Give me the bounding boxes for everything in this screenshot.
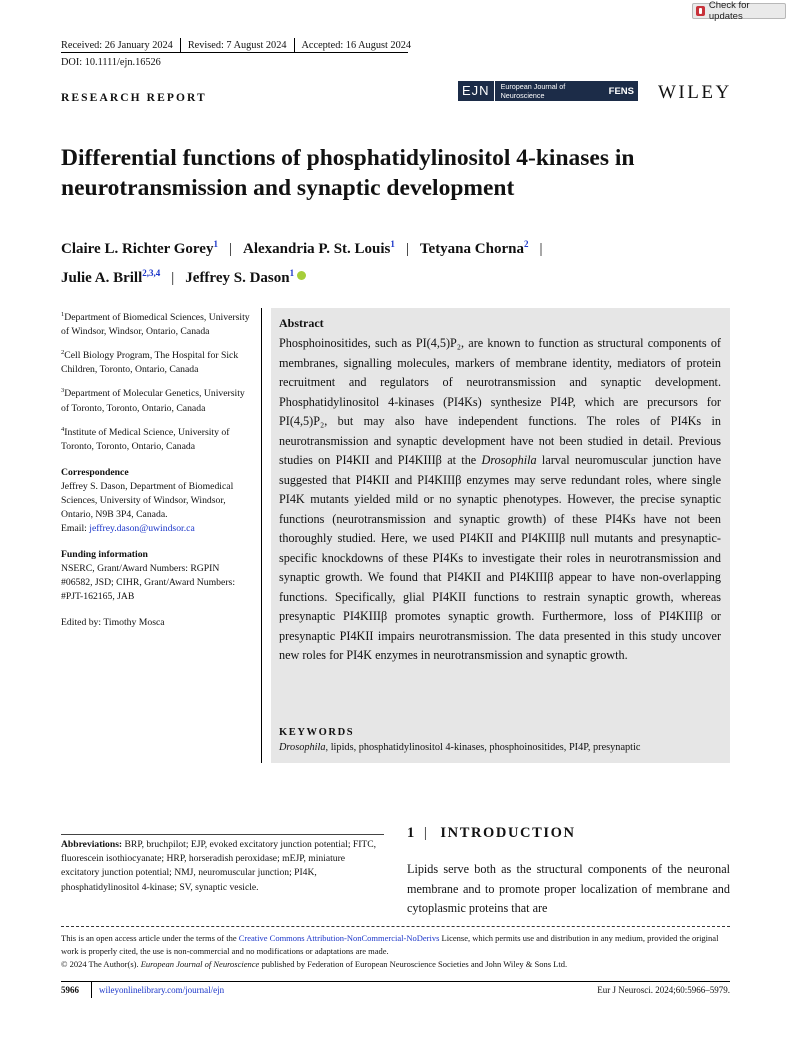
article-dates: [61, 38, 411, 53]
keywords: Drosophila, lipids, phosphatidylinositol 4-kinases, phosphoinositides, PI4P, presynaptic: [279, 742, 641, 753]
date-divider: [294, 38, 295, 53]
article-title: Differential functions of phosphatidylinositol 4-kinases in neurotransmission and synaptic development: [61, 145, 635, 201]
article-info-sidebar: [61, 308, 253, 630]
received-date: Received: 26 January 2024: [61, 40, 173, 51]
journal-url-link[interactable]: wileyonlinelibrary.com/journal/ejn: [99, 985, 225, 995]
author-divider: |: [405, 241, 409, 257]
journal-banner[interactable]: [458, 81, 638, 101]
affiliation: $^1$Department of Biomedical Sciences, University of Windsor, Windsor, Ontario, Canada: [61, 311, 250, 338]
license-link[interactable]: Creative Commons Attribution-NonCommercial-NoDerivs: [238, 933, 440, 943]
society-logo: FENS: [608, 85, 634, 97]
affiliation: $^2$Cell Biology Program, The Hospital for Sick Children, Toronto, Ontario, Canada: [61, 349, 239, 376]
correspondence-heading: Correspondence: [61, 466, 129, 478]
author-divider: |: [171, 270, 175, 286]
page-number: 5966: [61, 985, 79, 995]
author-divider: |: [228, 241, 232, 257]
orcid-icon[interactable]: [297, 271, 306, 280]
license-rule: [61, 926, 730, 927]
check-for-updates-label: Check for updates: [708, 0, 750, 22]
author[interactable]: Tetyana Chorna$^2$: [419, 239, 529, 257]
footer-rule: [61, 981, 730, 982]
author-divider: |: [539, 241, 543, 257]
accepted-date: Accepted: 16 August 2024: [301, 40, 412, 51]
author[interactable]: Julie A. Brill$^{2,3,4}$: [61, 268, 161, 286]
correspondence-text: Jeffrey S. Dason, Department of Biomedical Sciences, University of Windsor, Windsor, Ontario, N9B 3P4, Canada.: [61, 480, 234, 520]
correspondence-email: Email: jeffrey.dason@uwindsor.ca: [61, 522, 195, 534]
author[interactable]: Jeffrey S. Dason$^1$: [185, 268, 295, 286]
introduction-text: Lipids serve both as the structural components of the neuronal membrane and to promote proper localization of membrane and cytoplasmic proteins that are: [407, 862, 730, 915]
author[interactable]: Claire L. Richter Gorey$^1$: [61, 239, 218, 257]
bookmark-icon: [696, 6, 705, 16]
affiliation: $^4$Institute of Medical Science, University of Toronto, Toronto, Ontario, Canada: [61, 425, 230, 452]
abbreviations-rule: [61, 834, 384, 835]
funding-heading: Funding information: [61, 548, 148, 560]
license-notice: This is an open access article under the terms of the Creative Commons Attribution-NonCommercial-NoDerivs License, which permits use and distribution in any medium, provided the original work is properly cited, the use is non-commercial and no modifications or adaptations are made. © 2024 The Author(s). European Journal of Neuroscience published by Federation of European Neuroscience Societies and John Wiley & Sons Ltd.: [61, 933, 719, 969]
edited-by: Edited by: Timothy Mosca: [61, 616, 165, 628]
email-link[interactable]: jeffrey.dason@uwindsor.ca: [89, 522, 195, 534]
abstract-body: Phosphoinositides, such as PI(4,5)P₂, are known to function as structural components of membranes, signalling molecules, markers of membrane identity, mediators of protein recruitment and regulators of neurotransmission and synaptic development. Phosphatidylinositol 4-kinases (PI4Ks) synthesize PI4P, which are precursors for PI(4,5)P₂, but may also have independent functions. The roles of PI4Ks in neurotransmission and synaptic development have not been studied in detail. Previous studies on PI4KII and PI4KIIIβ at the Drosophila larval neuromuscular junction have suggested that PI4KII and PI4KIIIβ enzymes may serve redundant roles, where single PI4K mutants yielded mild or no synaptic phenotypes. However, the precise synaptic functions (neurotransmission and synaptic growth) of these PI4Ks have not been thoroughly studied. Here, we used PI4KII and PI4KIIIβ null mutants and presynaptic-specific knockdowns of these PI4Ks to investigate their roles in neurotransmission and synaptic growth. We found that PI4KII and PI4KIIIβ appear to have non-overlapping functions. Specifically, glial PI4KII functions to restrain synaptic growth, whereas presynaptic PI4KIIIβ promotes synaptic growth. Furthermore, loss of PI4KIIIβ or presynaptic PI4KII impairs neurotransmission. The data presented in this study uncover new roles for PI4K enzymes in neurotransmission and synaptic growth.: [279, 336, 722, 662]
publisher-logo[interactable]: WILEY: [658, 82, 732, 103]
article-type: RESEARCH REPORT: [61, 92, 207, 104]
abbreviations: Abbreviations: BRP, bruchpilot; EJP, evoked excitatory junction potential; FITC, fluorescein isothiocyanate; HRP, horseradish peroxidase; mEJP, miniature excitatory junction potential; NMJ, neuromuscular junction; PI4K, phosphatidylinositol 4-kinase; SV, synaptic vesicle.: [61, 839, 377, 893]
header-rule: [61, 52, 408, 53]
affiliation: $^3$Department of Molecular Genetics, University of Toronto, Toronto, Ontario, Canada: [61, 387, 245, 414]
journal-full-name: European Journal of Neuroscience: [500, 82, 566, 100]
journal-abbr: EJN: [458, 81, 495, 101]
check-for-updates-button[interactable]: [692, 0, 786, 22]
author-list: [61, 232, 761, 290]
revised-date: Revised: 7 August 2024: [187, 40, 287, 51]
author[interactable]: Alexandria P. St. Louis$^1$: [242, 239, 395, 257]
abstract-heading: Abstract: [279, 316, 324, 330]
funding-text: NSERC, Grant/Award Numbers: RGPIN #06582, JSD; CIHR, Grant/Award Numbers: #PJT-162165, JAB: [61, 562, 236, 602]
footer-divider: [91, 981, 92, 998]
section-heading-introduction: 1 | INTRODUCTION: [407, 825, 576, 841]
abstract-divider: [261, 308, 262, 763]
doi[interactable]: DOI: 10.1111/ejn.16526: [61, 57, 161, 68]
citation: Eur J Neurosci. 2024;60:5966–5979.: [597, 985, 730, 995]
keywords-heading: KEYWORDS: [279, 727, 355, 738]
date-divider: [180, 38, 181, 53]
